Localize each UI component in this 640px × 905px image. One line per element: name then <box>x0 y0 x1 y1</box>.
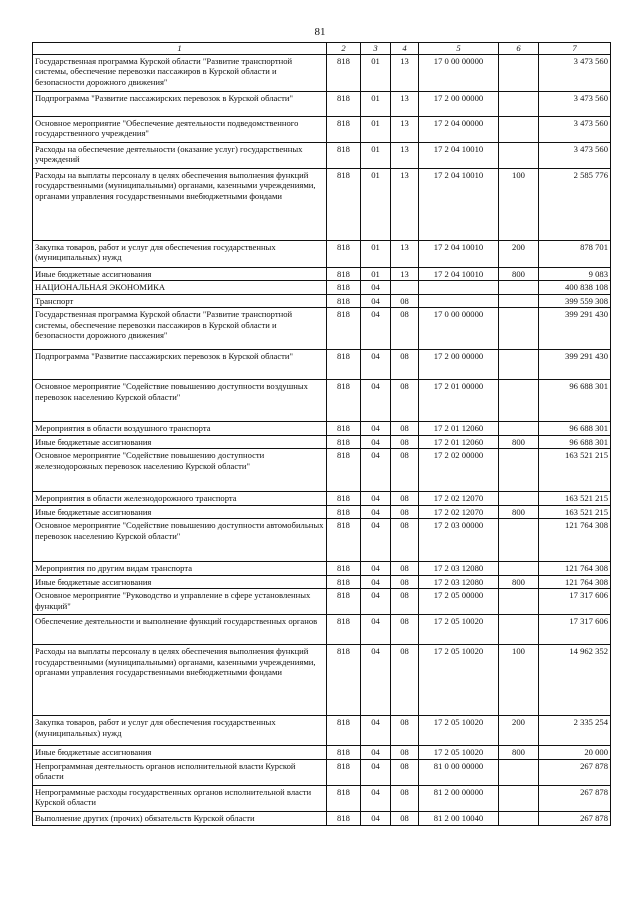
row-section-cell: 04 <box>361 759 391 785</box>
row-amount-cell: 400 838 108 <box>539 281 611 295</box>
row-name-cell: Выполнение других (прочих) обязательств Курской области <box>33 811 327 825</box>
row-subsection-cell: 08 <box>391 746 419 760</box>
row-ministry-cell: 818 <box>327 294 361 308</box>
header-cell-name: 1 <box>33 43 327 55</box>
row-amount-cell: 96 688 301 <box>539 380 611 422</box>
row-amount-cell: 9 083 <box>539 267 611 281</box>
row-ministry-cell: 818 <box>327 449 361 492</box>
row-name-cell: Мероприятия в области железнодорожного транспорта <box>33 492 327 506</box>
row-name-cell: Расходы на выплаты персоналу в целях обеспечения выполнения функций государственными (муниципальными) органами, казенными учреждениями, органами управления государственными внебюджетными фондами <box>33 645 327 716</box>
row-target-cell: 17 2 05 10020 <box>419 716 499 746</box>
row-ministry-cell: 818 <box>327 811 361 825</box>
table-header-row <box>33 43 611 55</box>
row-ministry-cell: 818 <box>327 142 361 168</box>
row-amount-cell: 20 000 <box>539 746 611 760</box>
row-ministry-cell: 818 <box>327 519 361 562</box>
row-target-cell: 17 2 04 00000 <box>419 116 499 142</box>
row-ministry-cell: 818 <box>327 785 361 811</box>
row-target-cell <box>419 294 499 308</box>
row-name-cell: Мероприятия по другим видам транспорта <box>33 562 327 576</box>
row-ministry-cell: 818 <box>327 350 361 380</box>
row-name-cell: Иные бюджетные ассигнования <box>33 575 327 589</box>
row-section-cell: 04 <box>361 811 391 825</box>
row-target-cell: 81 2 00 00000 <box>419 785 499 811</box>
row-subsection-cell: 08 <box>391 435 419 449</box>
row-amount-cell: 163 521 215 <box>539 492 611 506</box>
row-subsection-cell: 08 <box>391 294 419 308</box>
header-cell-amount: 7 <box>539 43 611 55</box>
row-section-cell: 04 <box>361 435 391 449</box>
row-section-cell: 01 <box>361 91 391 116</box>
row-subsection-cell: 08 <box>391 422 419 436</box>
row-subsection-cell: 13 <box>391 168 419 240</box>
row-subsection-cell: 08 <box>391 380 419 422</box>
row-subsection-cell: 13 <box>391 142 419 168</box>
row-subsection-cell: 08 <box>391 645 419 716</box>
table-row <box>33 91 611 116</box>
row-ministry-cell: 818 <box>327 746 361 760</box>
row-section-cell: 04 <box>361 492 391 506</box>
row-section-cell: 01 <box>361 240 391 267</box>
table-row <box>33 380 611 422</box>
row-amount-cell: 121 764 308 <box>539 519 611 562</box>
row-target-cell <box>419 281 499 295</box>
row-target-cell: 17 2 02 12070 <box>419 492 499 506</box>
table-row <box>33 308 611 350</box>
row-target-cell: 17 2 00 00000 <box>419 91 499 116</box>
row-ministry-cell: 818 <box>327 116 361 142</box>
row-target-cell: 17 2 01 12060 <box>419 435 499 449</box>
row-subsection-cell: 08 <box>391 716 419 746</box>
row-target-cell: 17 2 03 12080 <box>419 562 499 576</box>
row-ministry-cell: 818 <box>327 492 361 506</box>
row-expense-type-cell <box>499 785 539 811</box>
row-ministry-cell: 818 <box>327 380 361 422</box>
row-name-cell: Подпрограмма "Развитие пассажирских перевозок в Курской области" <box>33 91 327 116</box>
row-subsection-cell: 08 <box>391 615 419 645</box>
row-subsection-cell: 08 <box>391 759 419 785</box>
row-expense-type-cell: 800 <box>499 267 539 281</box>
row-expense-type-cell <box>499 308 539 350</box>
row-name-cell: Иные бюджетные ассигнования <box>33 267 327 281</box>
table-row <box>33 492 611 506</box>
row-section-cell: 04 <box>361 716 391 746</box>
row-target-cell: 17 2 03 12080 <box>419 575 499 589</box>
row-amount-cell: 267 878 <box>539 811 611 825</box>
row-name-cell: Расходы на обеспечение деятельности (оказание услуг) государственных учреждений <box>33 142 327 168</box>
row-name-cell: Иные бюджетные ассигнования <box>33 746 327 760</box>
row-expense-type-cell <box>499 759 539 785</box>
row-expense-type-cell <box>499 142 539 168</box>
row-amount-cell: 267 878 <box>539 785 611 811</box>
row-expense-type-cell <box>499 350 539 380</box>
row-subsection-cell: 08 <box>391 562 419 576</box>
table-row <box>33 168 611 240</box>
table-row <box>33 746 611 760</box>
row-subsection-cell: 08 <box>391 449 419 492</box>
row-ministry-cell: 818 <box>327 267 361 281</box>
row-section-cell: 04 <box>361 519 391 562</box>
row-amount-cell: 2 335 254 <box>539 716 611 746</box>
row-ministry-cell: 818 <box>327 435 361 449</box>
row-section-cell: 04 <box>361 645 391 716</box>
row-section-cell: 04 <box>361 380 391 422</box>
row-section-cell: 04 <box>361 785 391 811</box>
table-row <box>33 422 611 436</box>
row-subsection-cell: 08 <box>391 811 419 825</box>
table-row <box>33 350 611 380</box>
row-target-cell: 17 2 01 00000 <box>419 380 499 422</box>
row-section-cell: 04 <box>361 350 391 380</box>
row-amount-cell: 17 317 606 <box>539 615 611 645</box>
row-name-cell: Иные бюджетные ассигнования <box>33 435 327 449</box>
table-row <box>33 615 611 645</box>
row-name-cell: Мероприятия в области воздушного транспорта <box>33 422 327 436</box>
table-row <box>33 435 611 449</box>
row-ministry-cell: 818 <box>327 91 361 116</box>
row-ministry-cell: 818 <box>327 589 361 615</box>
table-row <box>33 785 611 811</box>
row-target-cell: 17 2 05 10020 <box>419 645 499 716</box>
row-name-cell: Основное мероприятие "Содействие повышению доступности железнодорожных перевозок населению Курской области" <box>33 449 327 492</box>
row-amount-cell: 878 701 <box>539 240 611 267</box>
header-cell-subsection: 4 <box>391 43 419 55</box>
row-amount-cell: 121 764 308 <box>539 575 611 589</box>
table-row <box>33 562 611 576</box>
row-target-cell: 17 2 00 00000 <box>419 350 499 380</box>
row-expense-type-cell: 800 <box>499 575 539 589</box>
row-subsection-cell <box>391 281 419 295</box>
row-ministry-cell: 818 <box>327 168 361 240</box>
row-name-cell: Обеспечение деятельности и выполнение функций государственных органов <box>33 615 327 645</box>
row-amount-cell: 163 521 215 <box>539 505 611 519</box>
row-expense-type-cell <box>499 380 539 422</box>
row-amount-cell: 17 317 606 <box>539 589 611 615</box>
row-subsection-cell: 08 <box>391 589 419 615</box>
row-expense-type-cell: 200 <box>499 716 539 746</box>
row-subsection-cell: 13 <box>391 240 419 267</box>
row-ministry-cell: 818 <box>327 615 361 645</box>
table-row <box>33 281 611 295</box>
row-expense-type-cell <box>499 422 539 436</box>
row-amount-cell: 3 473 560 <box>539 54 611 91</box>
table-row <box>33 449 611 492</box>
row-amount-cell: 163 521 215 <box>539 449 611 492</box>
row-ministry-cell: 818 <box>327 505 361 519</box>
row-ministry-cell: 818 <box>327 308 361 350</box>
row-subsection-cell: 13 <box>391 116 419 142</box>
row-target-cell: 17 2 05 10020 <box>419 746 499 760</box>
row-expense-type-cell <box>499 589 539 615</box>
row-expense-type-cell <box>499 116 539 142</box>
row-section-cell: 01 <box>361 168 391 240</box>
row-name-cell: Непрограммная деятельность органов исполнительной власти Курской области <box>33 759 327 785</box>
header-cell-section: 3 <box>361 43 391 55</box>
row-name-cell: Закупка товаров, работ и услуг для обеспечения государственных (муниципальных) нужд <box>33 240 327 267</box>
table-row <box>33 267 611 281</box>
row-section-cell: 01 <box>361 116 391 142</box>
header-cell-ministry: 2 <box>327 43 361 55</box>
row-subsection-cell: 08 <box>391 519 419 562</box>
table-row <box>33 294 611 308</box>
row-ministry-cell: 818 <box>327 54 361 91</box>
row-target-cell: 81 0 00 00000 <box>419 759 499 785</box>
table-row <box>33 575 611 589</box>
row-expense-type-cell <box>499 91 539 116</box>
table-row <box>33 811 611 825</box>
row-subsection-cell: 13 <box>391 267 419 281</box>
row-expense-type-cell <box>499 449 539 492</box>
row-amount-cell: 399 291 430 <box>539 308 611 350</box>
table-body <box>33 54 611 825</box>
row-amount-cell: 267 878 <box>539 759 611 785</box>
row-ministry-cell: 818 <box>327 422 361 436</box>
row-amount-cell: 96 688 301 <box>539 422 611 436</box>
row-subsection-cell: 13 <box>391 54 419 91</box>
row-name-cell: Непрограммные расходы государственных органов исполнительной власти Курской области <box>33 785 327 811</box>
row-section-cell: 04 <box>361 449 391 492</box>
table-row <box>33 716 611 746</box>
row-name-cell: Иные бюджетные ассигнования <box>33 505 327 519</box>
row-ministry-cell: 818 <box>327 716 361 746</box>
row-section-cell: 04 <box>361 294 391 308</box>
row-section-cell: 04 <box>361 746 391 760</box>
row-amount-cell: 2 585 776 <box>539 168 611 240</box>
row-ministry-cell: 818 <box>327 759 361 785</box>
row-expense-type-cell: 100 <box>499 168 539 240</box>
row-expense-type-cell: 100 <box>499 645 539 716</box>
row-section-cell: 01 <box>361 54 391 91</box>
row-section-cell: 04 <box>361 615 391 645</box>
row-name-cell: Основное мероприятие "Содействие повышению доступности автомобильных перевозок населению Курской области" <box>33 519 327 562</box>
row-expense-type-cell <box>499 562 539 576</box>
header-cell-target: 5 <box>419 43 499 55</box>
row-expense-type-cell <box>499 54 539 91</box>
row-amount-cell: 14 962 352 <box>539 645 611 716</box>
row-ministry-cell: 818 <box>327 575 361 589</box>
row-name-cell: Основное мероприятие "Руководство и управление в сфере установленных функций" <box>33 589 327 615</box>
budget-table <box>32 42 611 826</box>
row-target-cell: 17 2 04 10010 <box>419 142 499 168</box>
table-row <box>33 589 611 615</box>
row-expense-type-cell: 800 <box>499 746 539 760</box>
row-ministry-cell: 818 <box>327 562 361 576</box>
header-cell-expense-type: 6 <box>499 43 539 55</box>
row-subsection-cell: 08 <box>391 575 419 589</box>
row-target-cell: 17 2 05 00000 <box>419 589 499 615</box>
table-row <box>33 759 611 785</box>
row-subsection-cell: 08 <box>391 785 419 811</box>
row-target-cell: 17 2 04 10010 <box>419 168 499 240</box>
row-name-cell: Транспорт <box>33 294 327 308</box>
row-ministry-cell: 818 <box>327 281 361 295</box>
row-name-cell: Расходы на выплаты персоналу в целях обеспечения выполнения функций государственными (муниципальными) органами, казенными учреждениями, органами управления государственными внебюджетными фондами <box>33 168 327 240</box>
row-expense-type-cell <box>499 615 539 645</box>
row-amount-cell: 3 473 560 <box>539 91 611 116</box>
row-target-cell: 17 2 02 12070 <box>419 505 499 519</box>
row-expense-type-cell <box>499 294 539 308</box>
row-target-cell: 17 2 03 00000 <box>419 519 499 562</box>
row-amount-cell: 121 764 308 <box>539 562 611 576</box>
row-section-cell: 04 <box>361 589 391 615</box>
row-name-cell: Государственная программа Курской области "Развитие транспортной системы, обеспечение перевозки пассажиров в Курской области и безопасности дорожного движения" <box>33 308 327 350</box>
row-section-cell: 01 <box>361 267 391 281</box>
table-row <box>33 519 611 562</box>
row-subsection-cell: 08 <box>391 350 419 380</box>
row-subsection-cell: 08 <box>391 492 419 506</box>
row-subsection-cell: 13 <box>391 91 419 116</box>
row-ministry-cell: 818 <box>327 240 361 267</box>
table-row <box>33 142 611 168</box>
row-expense-type-cell <box>499 281 539 295</box>
row-section-cell: 04 <box>361 575 391 589</box>
row-name-cell: Основное мероприятие "Содействие повышению доступности воздушных перевозок населению Курской области" <box>33 380 327 422</box>
row-expense-type-cell: 800 <box>499 435 539 449</box>
row-amount-cell: 399 559 308 <box>539 294 611 308</box>
row-amount-cell: 399 291 430 <box>539 350 611 380</box>
row-expense-type-cell <box>499 811 539 825</box>
table-row <box>33 645 611 716</box>
row-target-cell: 17 2 04 10010 <box>419 267 499 281</box>
row-section-cell: 04 <box>361 505 391 519</box>
row-subsection-cell: 08 <box>391 308 419 350</box>
page-number: 81 <box>314 26 326 38</box>
row-name-cell: Государственная программа Курской области "Развитие транспортной системы, обеспечение перевозки пассажиров в Курской области и безопасности дорожного движения" <box>33 54 327 91</box>
row-expense-type-cell <box>499 492 539 506</box>
row-section-cell: 04 <box>361 562 391 576</box>
row-target-cell: 17 2 02 00000 <box>419 449 499 492</box>
row-amount-cell: 3 473 560 <box>539 142 611 168</box>
row-name-cell: НАЦИОНАЛЬНАЯ ЭКОНОМИКА <box>33 281 327 295</box>
table-row <box>33 116 611 142</box>
row-ministry-cell: 818 <box>327 645 361 716</box>
row-target-cell: 17 0 00 00000 <box>419 54 499 91</box>
row-amount-cell: 96 688 301 <box>539 435 611 449</box>
row-name-cell: Закупка товаров, работ и услуг для обеспечения государственных (муниципальных) нужд <box>33 716 327 746</box>
row-amount-cell: 3 473 560 <box>539 116 611 142</box>
row-name-cell: Подпрограмма "Развитие пассажирских перевозок в Курской области" <box>33 350 327 380</box>
table-row <box>33 505 611 519</box>
row-section-cell: 04 <box>361 422 391 436</box>
row-name-cell: Основное мероприятие "Обеспечение деятельности подведомственного государственного учреждения" <box>33 116 327 142</box>
row-section-cell: 01 <box>361 142 391 168</box>
row-section-cell: 04 <box>361 308 391 350</box>
row-target-cell: 81 2 00 10040 <box>419 811 499 825</box>
row-expense-type-cell: 800 <box>499 505 539 519</box>
row-expense-type-cell <box>499 519 539 562</box>
row-subsection-cell: 08 <box>391 505 419 519</box>
row-target-cell: 17 0 00 00000 <box>419 308 499 350</box>
row-target-cell: 17 2 05 10020 <box>419 615 499 645</box>
row-target-cell: 17 2 04 10010 <box>419 240 499 267</box>
table-row <box>33 240 611 267</box>
table-row <box>33 54 611 91</box>
row-target-cell: 17 2 01 12060 <box>419 422 499 436</box>
row-section-cell: 04 <box>361 281 391 295</box>
row-expense-type-cell: 200 <box>499 240 539 267</box>
